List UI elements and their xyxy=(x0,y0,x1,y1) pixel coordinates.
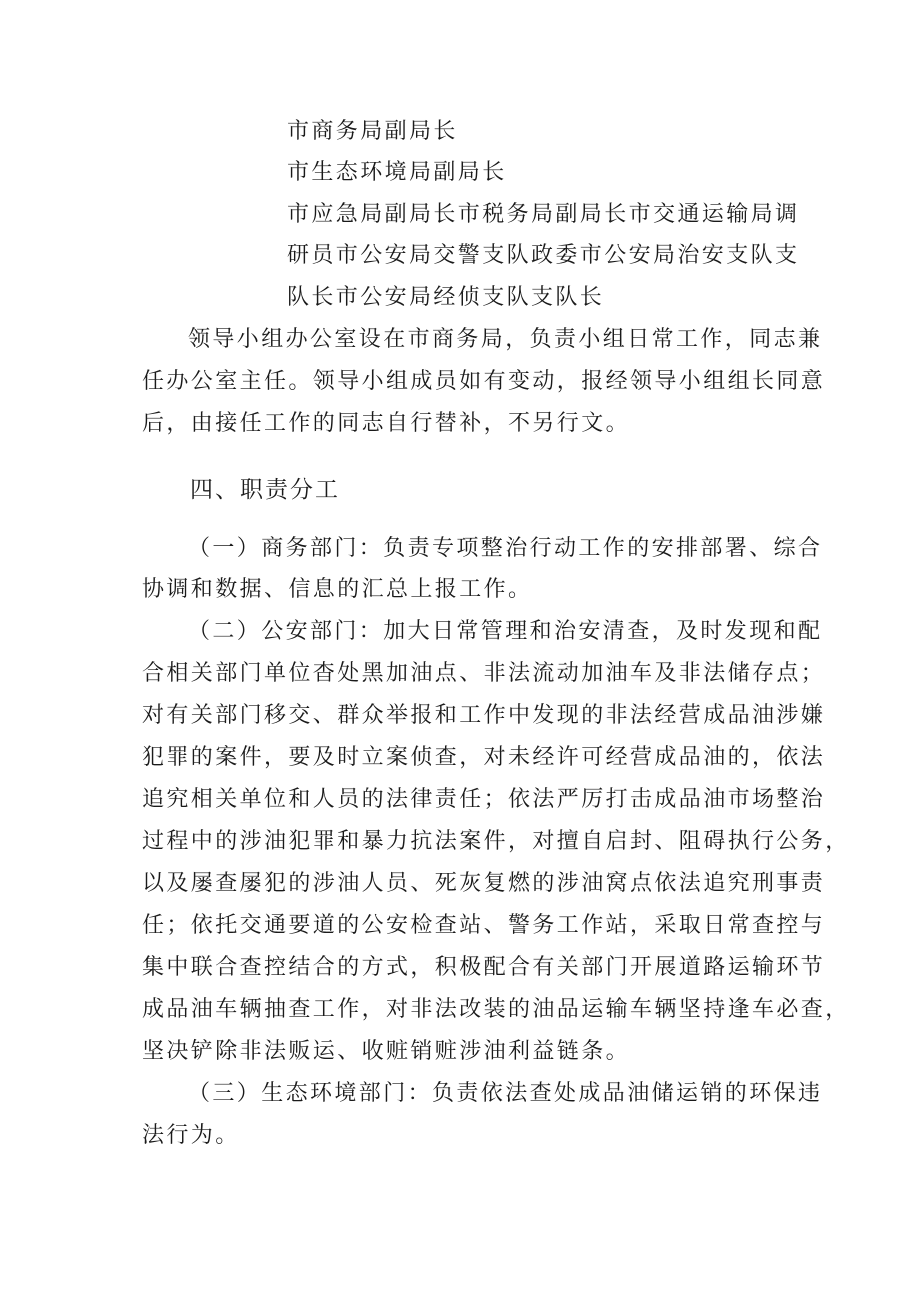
office-paragraph-line-2: 任办公室主任。领导小组成员如有变动，报经领导小组组长同意 xyxy=(142,369,826,394)
member-line-5: 队长市公安局经侦支队支队长 xyxy=(287,285,605,310)
police-duty-line-8: 任；依托交通要道的公安检查站、警务工作站，采取日常查控与 xyxy=(142,913,826,938)
office-paragraph-line-1: 领导小组办公室设在市商务局，负责小组日常工作，同志兼 xyxy=(188,327,823,352)
police-duty-line-10: 成品油车辆抽查工作，对非法改装的油品运输车辆坚持逢车必查， xyxy=(142,997,850,1022)
police-duty-line-1: （二）公安部门：加大日常管理和治安清查，及时发现和配 xyxy=(188,619,823,644)
member-line-1: 市商务局副局长 xyxy=(287,119,458,144)
office-paragraph-line-3: 后，由接任工作的同志自行替补，不另行文。 xyxy=(142,411,631,436)
section-heading: 四、职责分工 xyxy=(190,477,340,503)
member-line-2: 市生态环境局副局长 xyxy=(287,160,507,185)
police-duty-line-7: 以及屡查屡犯的涉油人员、死灰复燃的涉油窝点依法追究刑事责 xyxy=(142,871,826,896)
commerce-duty-line-2: 协调和数据、信息的汇总上报工作。 xyxy=(142,577,533,602)
police-duty-line-4: 犯罪的案件，要及时立案侦查，对未经许可经营成品油的，依法 xyxy=(142,745,826,770)
member-line-3: 市应急局副局长市税务局副局长市交通运输局调 xyxy=(287,202,800,227)
police-duty-line-9: 集中联合查控结合的方式，积极配合有关部门开展道路运输环节 xyxy=(142,955,826,980)
police-duty-line-3: 对有关部门移交、群众举报和工作中发现的非法经营成品油涉嫌 xyxy=(142,703,826,728)
member-line-4: 研员市公安局交警支队政委市公安局治安支队支 xyxy=(287,243,800,268)
police-duty-line-11: 坚决铲除非法贩运、收赃销赃涉油利益链条。 xyxy=(142,1039,631,1064)
environment-duty-line-2: 法行为。 xyxy=(142,1123,240,1148)
environment-duty-line-1: （三）生态环境部门：负责依法查处成品油储运销的环保违 xyxy=(188,1081,823,1106)
police-duty-line-6: 过程中的涉油犯罪和暴力抗法案件，对擅自启封、阻碍执行公务， xyxy=(142,829,850,854)
police-duty-line-5: 追究相关单位和人员的法律责任；依法严厉打击成品油市场整治 xyxy=(142,787,826,812)
police-duty-line-2: 合相关部门单位杳处黑加油点、非法流动加油车及非法储存点； xyxy=(142,661,826,686)
commerce-duty-line-1: （一）商务部门：负责专项整治行动工作的安排部署、综合 xyxy=(188,536,823,561)
